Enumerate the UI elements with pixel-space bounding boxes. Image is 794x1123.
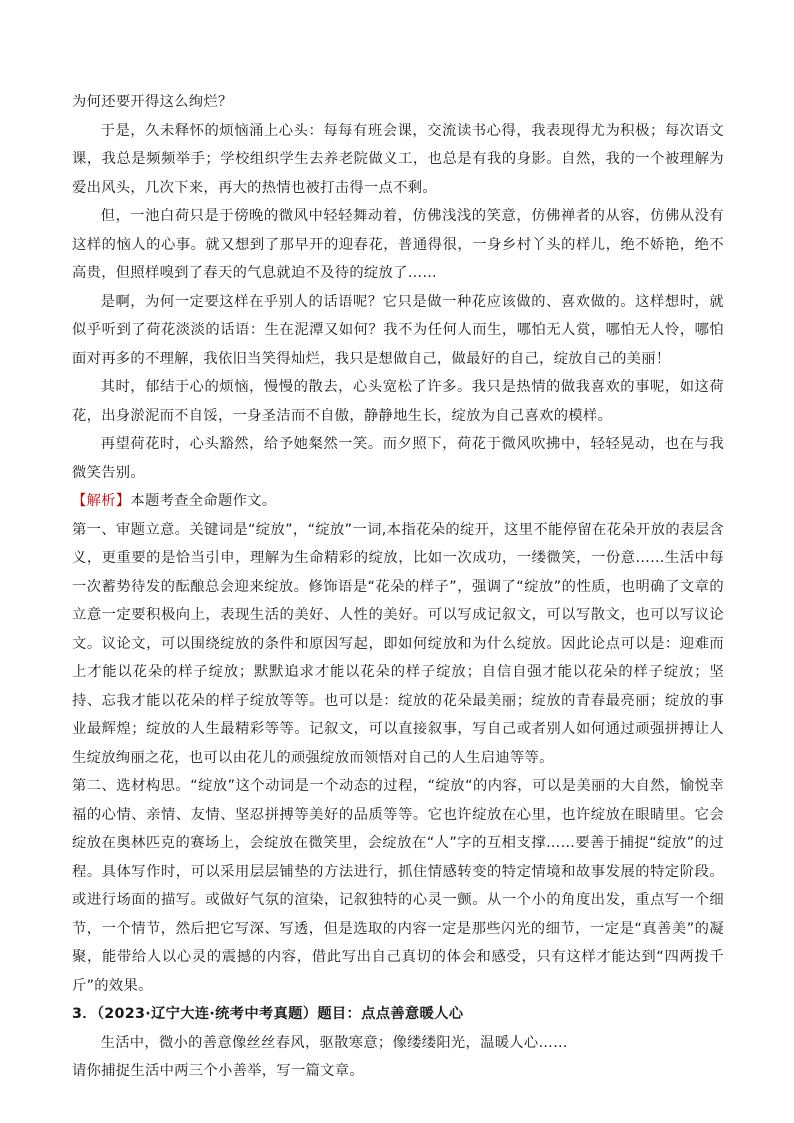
- analysis-tag: 【解析】: [72, 493, 131, 509]
- analysis-heading: [72, 487, 724, 516]
- question-instruction: 请你捕捉生活中两三个小善举，写一篇文章。: [72, 1063, 364, 1079]
- question-source: （2023·辽宁大连·统考中考真题）: [96, 1006, 318, 1022]
- essay-paragraph: 其时，郁结于心的烦恼，慢慢的散去，心头宽松了许多。我只是热情的做我喜欢的事呢，如这荷花，出身淤泥而不自馁，一身圣洁而不自傲，静静地生长，绽放为自己喜欢的模样。: [72, 379, 724, 424]
- essay-paragraph: 再望荷花时，心头豁然，给予她粲然一笑。而夕照下，荷花于微风吹拂中，轻轻晃动，也在与我微笑告别。: [72, 436, 724, 481]
- essay-paragraph: 是啊，为何一定要这样在乎别人的话语呢？它只是做一种花应该做的、喜欢做的。这样想时，就似乎听到了荷花淡淡的话语：生在泥潭又如何？我不为任何人而生，哪怕无人赏，哪怕无人怜，哪怕面对再多的不理解，我依旧当笑得灿烂，我只是想做自己，做最好的自己，绽放自己的美丽！: [72, 293, 724, 367]
- document-content: [72, 88, 724, 1086]
- analysis-intro: 本题考查全命题作文。: [130, 493, 277, 509]
- analysis-part-2: 第二、选材构思。“绽放”这个动词是一个动态的过程，“绽放“的内容，可以是美丽的大自然，愉悦幸福的心情、亲情、友情、坚忍拼搏等美好的品质等等。它也许绽放在心里，也许绽放在眼睛里。它会绽放在奥林匹克的赛场上，会绽放在微笑里，会绽放在“人”字的互相支撑……要善于捕捉“绽放”的过程。具体写作时，可以采用层层铺垫的方法进行，抓住情感转变的特定情境和故事发展的特定阶段。或进行场面的描写。或做好气氛的渲染，记叙独特的心灵一颤。从一个小的角度出发，重点写一个细节，一个情节，然后把它写深、写透，但是选取的内容一定是那些闪光的细节，一定是“真善美”的凝聚，能带给人以心灵的震撼的内容，借此写出自己真切的体会和感受，只有这样才能达到“四两拨千斤”的效果。: [72, 778, 724, 994]
- question-title: 题目：点点善意暖人心: [317, 1006, 464, 1022]
- essay-paragraph: 但，一池白荷只是于傍晚的微风中轻轻舞动着，仿佛浅浅的笑意，仿佛禅者的从容，仿佛从没有这样的恼人的心事。就又想到了那早开的迎春花，普通得很，一身乡村丫头的样儿，绝不娇艳，绝不高贵，但照样嗅到了春天的气息就迫不及待的绽放了……: [72, 208, 724, 281]
- question-number: 3．: [72, 1006, 97, 1022]
- essay-paragraph: 为何还要开得这么绚烂？: [72, 94, 233, 110]
- analysis-part-1: 第一、审题立意。关键词是“绽放”，“绽放”一词,本指花朵的绽开，这里不能停留在花朵开放的表层含义，更重要的是恰当引申，理解为生命精彩的绽放，比如一次成功，一缕微笑，一份意……生活中每一次蓄势待发的酝酿总会迎来绽放。修饰语是“花朵的样子”，强调了“绽放”的性质，也明确了文章的立意一定要积极向上，表现生活的美好、人性的美好。可以写成记叙文，可以写散文，也可以写议论文。议论文，可以围绕绽放的条件和原因写起，即如何绽放和为什么绽放。因此论点可以是：迎难而上才能以花朵的样子绽放；默默追求才能以花朵的样子绽放；自信自强才能以花朵的样子绽放；坚持、忘我才能以花朵的样子绽放等等。也可以是：绽放的花朵最美丽；绽放的青春最亮丽；绽放的事业最辉煌；绽放的人生最精彩等等。记叙文，可以直接叙事，写自己或者别人如何通过顽强拼搏让人生绽放绚丽之花，也可以由花儿的顽强绽放而领悟对自己的人生启迪等等。: [72, 521, 724, 766]
- question-prompt: 生活中，微小的善意像丝丝春风，驱散寒意；像缕缕阳光，温暖人心……: [100, 1034, 568, 1051]
- essay-paragraph: 于是，久未释怀的烦恼涌上心头：每每有班会课，交流读书心得，我表现得尤为积极；每次语文课，我总是频频举手；学校组织学生去养老院做义工，也总是有我的身影。自然，我的一个被理解为爱出风头，几次下来，再大的热情也被打击得一点不剩。: [72, 122, 724, 196]
- question-3-heading: [72, 1000, 724, 1029]
